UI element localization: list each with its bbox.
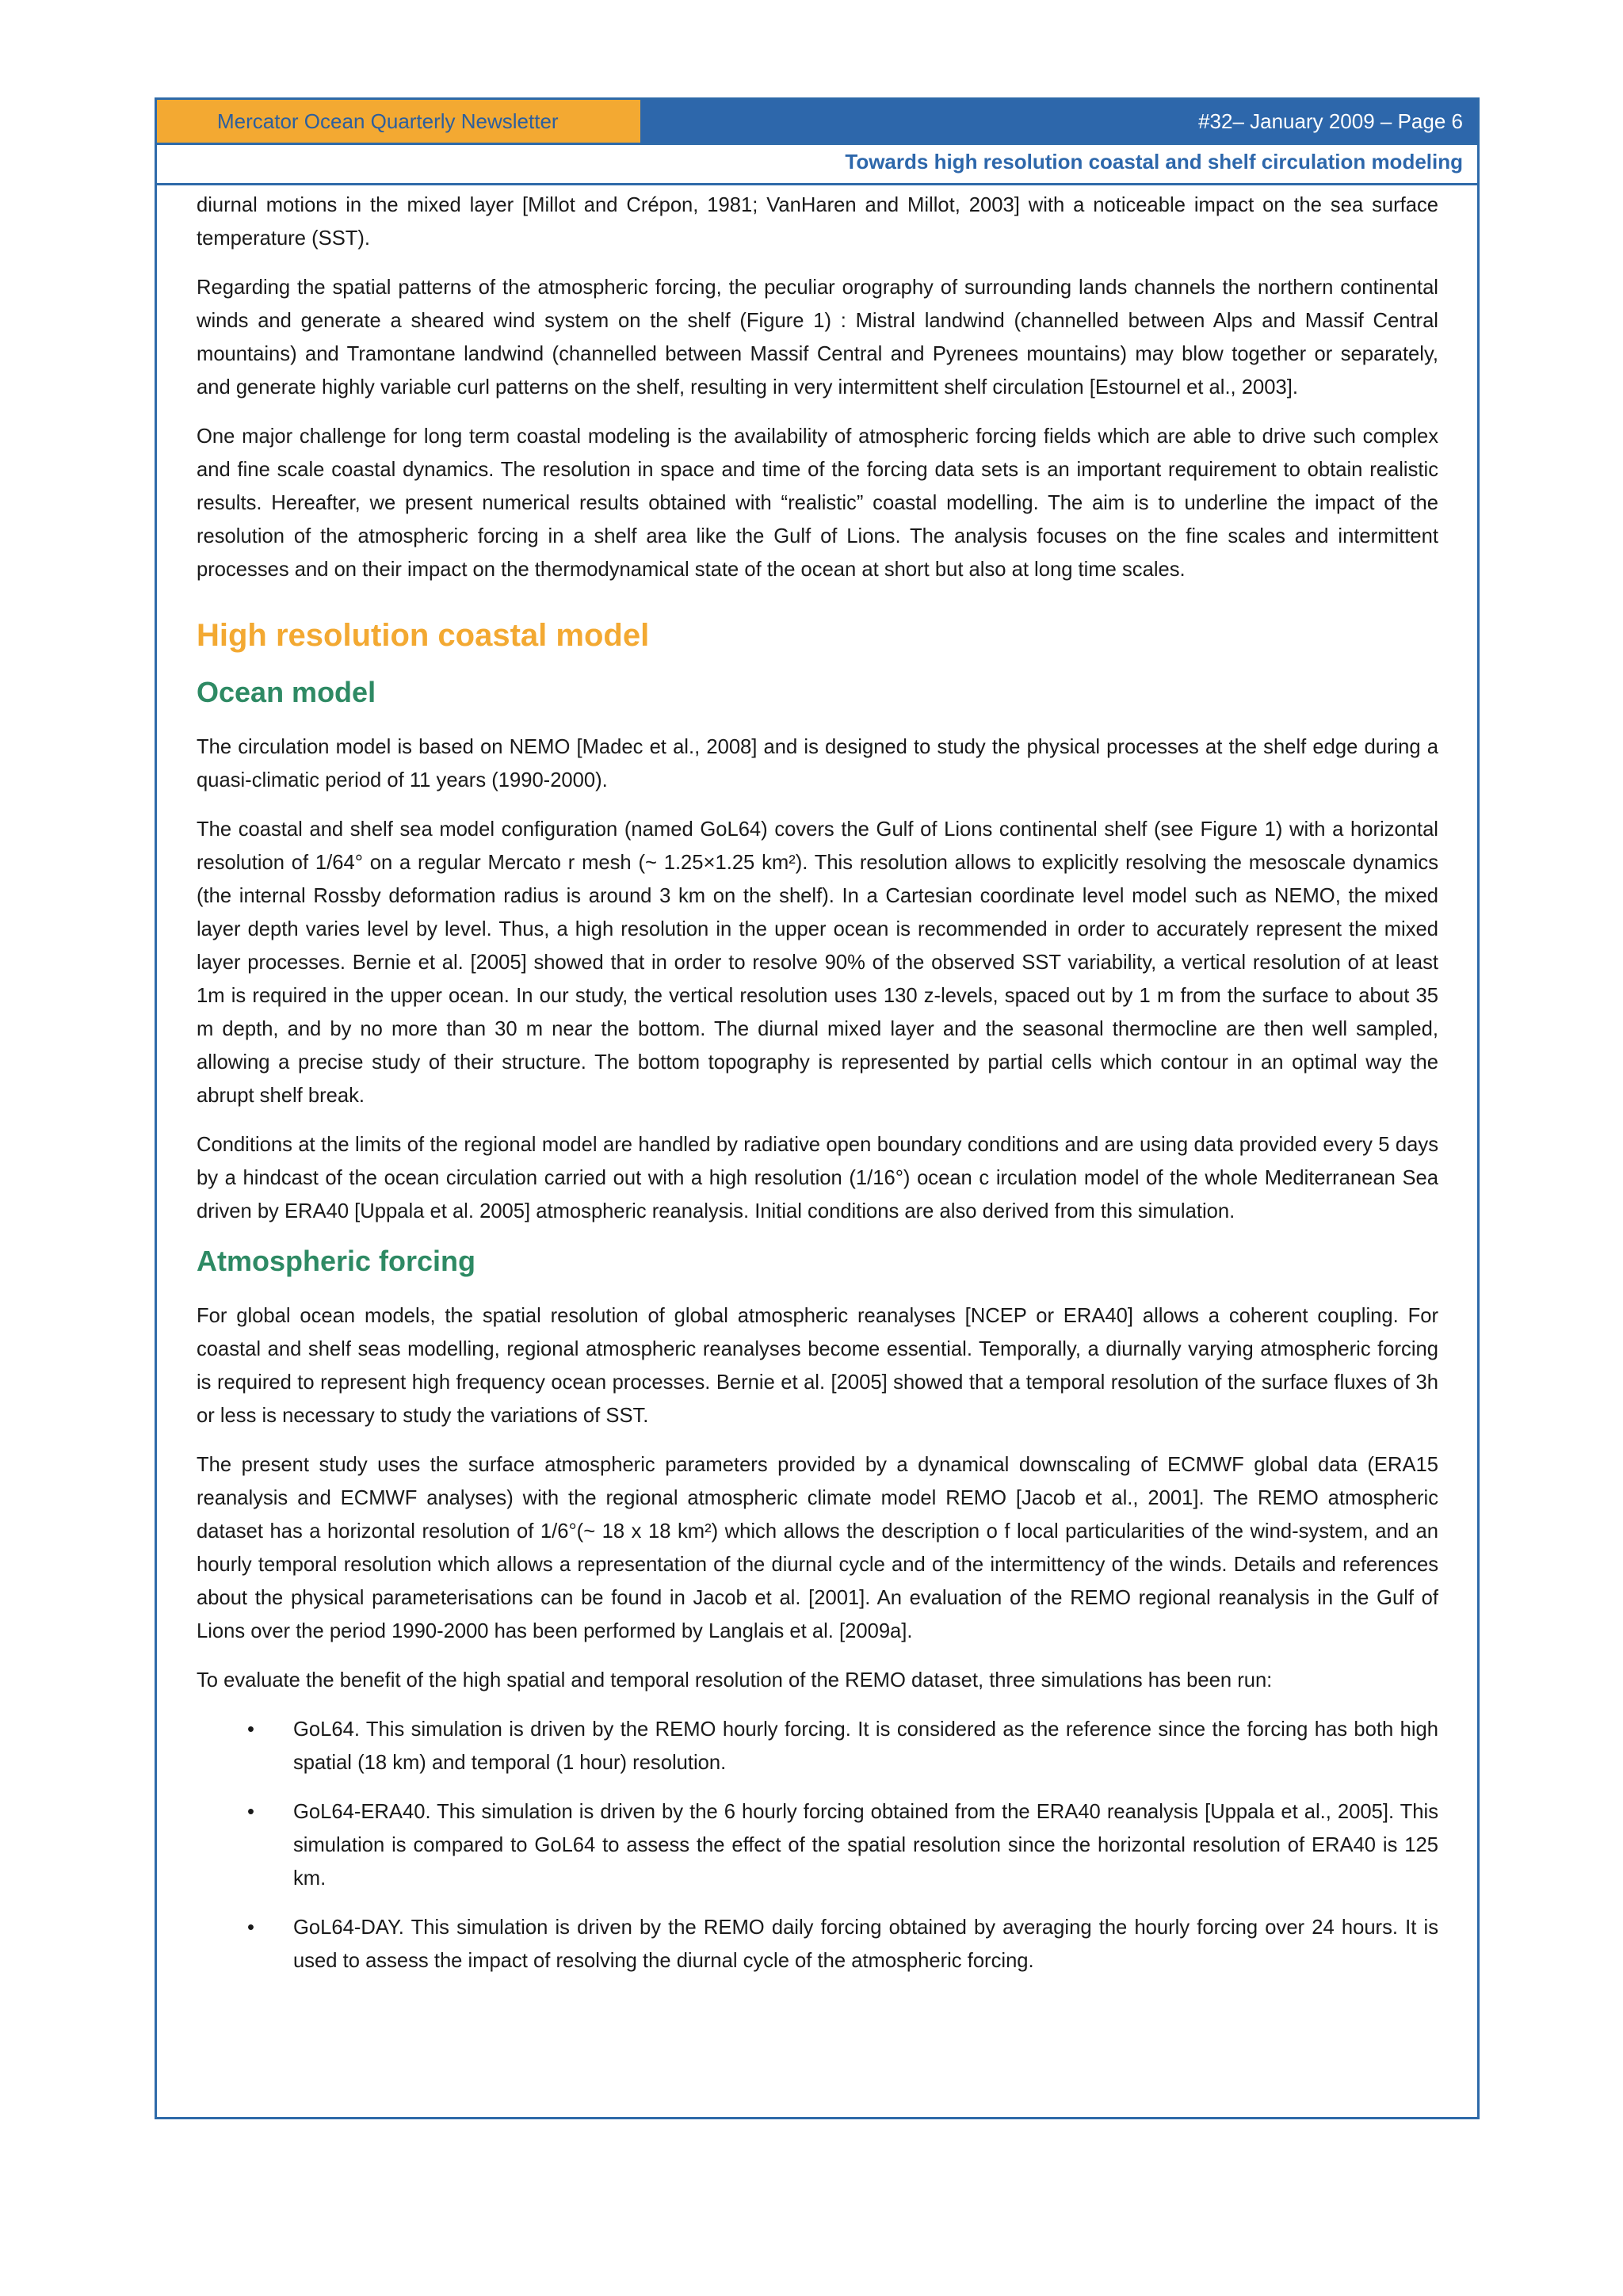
intro-paragraph-2: Regarding the spatial patterns of the atmospheric forcing, the peculiar orography of surrounding lands channels the northern continental winds and generate a sheared wind system on the shelf (Figure 1) : Mistral landwind (channelled between Alps and Massif Central mountains) and Tramontane landwind (channelled between Massif Central and Pyrenees mountains) may blow together or separately, and generate highly variable curl patterns on the shelf, resulting in very intermittent shelf circulation [Estournel et al., 2003]. [197, 277, 1438, 399]
ocean-paragraph-3: Conditions at the limits of the regional model are handled by radiative open boundary conditions and are using data provided every 5 days by a hindcast of the ocean circulation carried out with a high resolution (1/16°) ocean c irculation model of the whole Mediterranean Sea driven by ERA40 [Uppala et al. 2005] atmospheric reanalysis. Initial conditions are also derived from this simulation. [197, 1134, 1438, 1222]
list-item-text: GoL64. This simulation is driven by the REMO hourly forcing. It is considered as the reference since the forcing has both high spatial (18 km) and temporal (1 hour) resolution. [293, 1718, 1438, 1774]
atmos-paragraph-1: For global ocean models, the spatial resolution of global atmospheric reanalyses [NCEP or ERA40] allows a coherent coupling. For coastal and shelf seas modelling, regional atmospheric reanalyses become essential. Temporally, a diurnally varying atmospheric forcing is required to represent high frequency ocean processes. Bernie et al. [2005] showed that a temporal resolution of the surface fluxes of 3h or less is necessary to study the variations of SST. [197, 1305, 1438, 1427]
list-item-text: GoL64-DAY. This simulation is driven by the REMO daily forcing obtained by averaging the hourly forcing over 24 hours. It is used to assess the impact of resolving the diurnal cycle of the atmospheric forcing. [293, 1917, 1438, 1972]
bullet-glyph: • [247, 1917, 254, 1939]
list-item-text: GoL64-ERA40. This simulation is driven by the 6 hourly forcing obtained from the ERA40 reanalysis [Uppala et al., 2005]. This simulation is compared to GoL64 to assess the effect of the spatial resolution since the horizontal resolution of ERA40 is 125 km. [293, 1801, 1438, 1890]
header-separator [157, 143, 1477, 145]
ocean-model-heading: Ocean model [197, 676, 376, 708]
ocean-paragraph-1: The circulation model is based on NEMO [Madec et al., 2008] and is designed to study the physical processes at the shelf edge during a quasi-climatic period of 11 years (1990-2000). [197, 736, 1438, 791]
list-item [197, 1713, 1438, 1779]
issue-page-info: #32– January 2009 – Page 6 [640, 100, 1477, 143]
intro-paragraph-3: One major challenge for long term coastal modeling is the availability of atmospheric forcing fields which are able to drive such complex and fine scale coastal dynamics. The resolution in space and time of the forcing data sets is an important requirement to obtain realistic results. Hereafter, we present numerical results obtained with “realistic” coastal modelling. The aim is to underline the impact of the resolution of the atmospheric forcing in a shelf area like the Gulf of Lions. The analysis focuses on the fine scales and intermittent processes and on their impact on the thermodynamical state of the ocean at short but also at long time scales. [197, 425, 1438, 581]
bullet-glyph: • [247, 1801, 254, 1823]
ocean-paragraph-2: The coastal and shelf sea model configuration (named GoL64) covers the Gulf of Lions continental shelf (see Figure 1) with a horizontal resolution of 1/64° on a regular Mercato r mesh (~ 1.25×1.25 km²). This resolution allows to explicitly resolving the mesoscale dynamics (the internal Rossby deformation radius is around 3 km on the shelf). In a Cartesian coordinate level model such as NEMO, the mixed layer depth varies level by level. Thus, a high resolution in the upper ocean is recommended in order to accurately represent the mixed layer processes. Bernie et al. [2005] showed that in order to resolve 90% of the observed SST variability, a vertical resolution of at least 1m is required in the upper ocean. In our study, the vertical resolution uses 130 z-levels, spaced out by 1 m from the surface to about 35 m depth, and by no more than 30 m near the bottom. The diurnal mixed layer and the seasonal thermocline are then well sampled, allowing a precise study of their structure. The bottom topography is represented by partial cells which contour in an optimal way the abrupt shelf break. [197, 818, 1438, 1107]
list-item [197, 1911, 1438, 1978]
article-body [197, 189, 1438, 1993]
atmos-paragraph-3: To evaluate the benefit of the high spatial and temporal resolution of the REMO dataset, three simulations has been run: [197, 1669, 1273, 1691]
newsletter-name: Mercator Ocean Quarterly Newsletter [157, 100, 640, 143]
header-rule [157, 183, 1477, 185]
header-bar [157, 100, 1477, 143]
bullet-glyph: • [247, 1718, 254, 1741]
article-title: Towards high resolution coastal and shelf circulation modeling [845, 150, 1463, 174]
page-frame [155, 97, 1480, 2119]
atmospheric-forcing-heading: Atmospheric forcing [197, 1245, 476, 1277]
section-heading: High resolution coastal model [197, 618, 650, 653]
atmos-paragraph-2: The present study uses the surface atmospheric parameters provided by a dynamical downscaling of ECMWF global data (ERA15 reanalysis and ECMWF analyses) with the regional atmospheric climate model REMO [Jacob et al., 2001]. The REMO atmospheric dataset has a horizontal resolution of 1/6°(~ 18 x 18 km²) which allows the description o f local particularities of the wind-system, and an hourly temporal resolution which allows a representation of the diurnal cycle and of the intermittency of the winds. Details and references about the physical parameterisations can be found in Jacob et al. [2001]. An evaluation of the REMO regional reanalysis in the Gulf of Lions over the period 1990-2000 has been performed by Langlais et al. [2009a]. [197, 1454, 1438, 1642]
intro-paragraph-1: diurnal motions in the mixed layer [Millot and Crépon, 1981; VanHaren and Millot, 2003] with a noticeable impact on the sea surface temperature (SST). [197, 194, 1438, 250]
list-item [197, 1795, 1438, 1895]
simulation-list [197, 1713, 1438, 1978]
